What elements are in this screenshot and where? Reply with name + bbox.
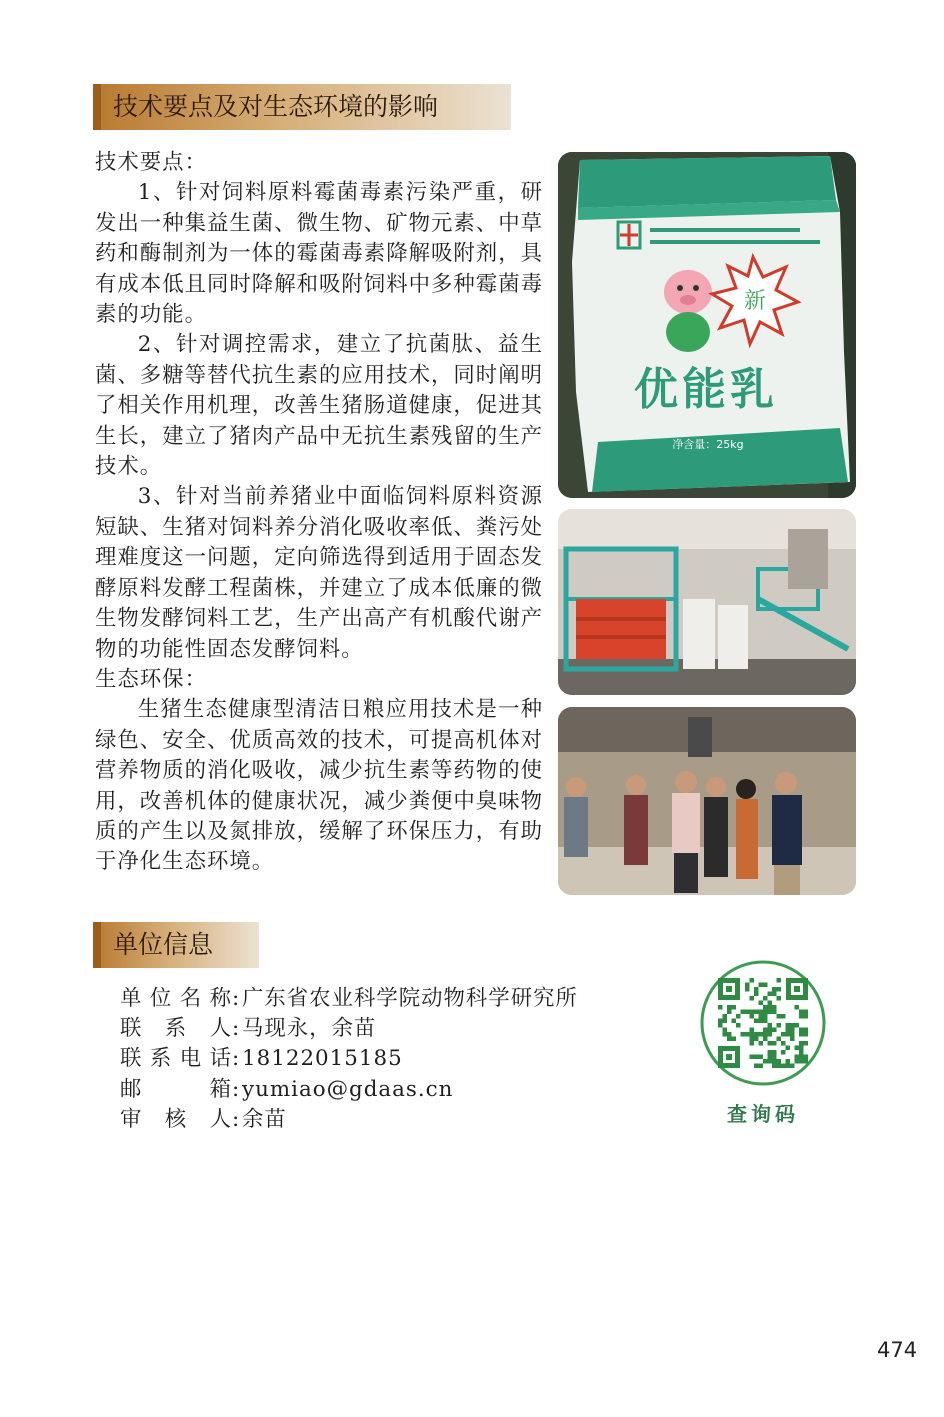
tech-paragraph-2: 2、针对调控需求，建立了抗菌肽、益生菌、多糖等替代抗生素的应用技术，同时阐明了相关作用机理，改善生猪肠道健康，促进其生长，建立了猪肉产品中无抗生素残留的生产技术。 (95, 332, 543, 480)
qr-caption: 查询码 (727, 1102, 799, 1126)
page-number: 474 (877, 1338, 918, 1362)
info-value: 马现永，余苗 (242, 1016, 377, 1042)
info-row-reviewer: 审 核 人 : 余苗 (120, 1105, 578, 1135)
tech-body (95, 148, 543, 878)
info-row-phone: 联 系 电 话 : 18122015185 (120, 1044, 578, 1074)
info-label: 单 位 名 称 (120, 986, 232, 1011)
visit-illustration (558, 707, 856, 895)
factory-illustration (558, 509, 856, 695)
new-badge-text: 新 (743, 289, 767, 314)
section-title-unit: 单位信息 (93, 922, 259, 968)
factory-photo (558, 509, 856, 695)
info-row-email: 邮 箱 : yumiao@gdaas.cn (120, 1075, 578, 1105)
info-label: 审 核 人 (120, 1106, 232, 1132)
feed-bag-photo (558, 152, 856, 498)
tech-paragraph-1: 1、针对饲料原料霉菌毒素污染严重，研发出一种集益生菌、微生物、矿物元素、中草药和酶制剂为一体的霉菌毒素降解吸附剂，具有成本低且同时降解和吸附饲料中多种霉菌毒素的功能。 (95, 180, 543, 328)
eco-heading: 生态环保： (95, 666, 207, 692)
brand-name: 优能乳 (634, 364, 778, 415)
feed-bag-illustration (558, 152, 856, 498)
info-label: 邮 箱 (120, 1076, 232, 1102)
net-weight: 净含量：25kg (672, 438, 744, 451)
visit-photo (558, 707, 856, 895)
info-row-unit-name: 单 位 名 称 : 广东省农业科学院动物科学研究所 (120, 984, 578, 1014)
info-label: 联 系 人 (120, 1016, 232, 1042)
tech-heading: 技术要点： (95, 150, 207, 175)
info-row-contact: 联 系 人 : 马现永，余苗 (120, 1014, 578, 1044)
info-value: 18122015185 (242, 1046, 403, 1072)
section-title-tech: 技术要点及对生态环境的影响 (93, 84, 511, 130)
eco-paragraph: 生猪生态健康型清洁日粮应用技术是一种绿色、安全、优质高效的技术，可提高机体对营养物质的消化吸收，减少抗生素等药物的使用，改善机体的健康状况，减少粪便中臭味物质的产生以及氮排放，缓解了环保压力，有助于净化生态环境。 (95, 697, 543, 875)
tech-paragraph-3: 3、针对当前养猪业中面临饲料原料资源短缺、生猪对饲料养分消化吸收率低、粪污处理难度这一问题，定向筛选得到适用于固态发酵原料发酵工程菌株，并建立了成本低廉的微生物发酵饲料工艺，生产出高产有机酸代谢产物的功能性固态发酵饲料。 (95, 484, 543, 662)
info-value: 广东省农业科学院动物科学研究所 (242, 986, 578, 1011)
info-value: 余苗 (242, 1106, 287, 1132)
info-label: 联 系 电 话 (120, 1046, 232, 1072)
qr-code[interactable] (700, 960, 826, 1086)
unit-info (120, 984, 578, 1135)
info-value[interactable]: yumiao@gdaas.cn (242, 1076, 454, 1102)
